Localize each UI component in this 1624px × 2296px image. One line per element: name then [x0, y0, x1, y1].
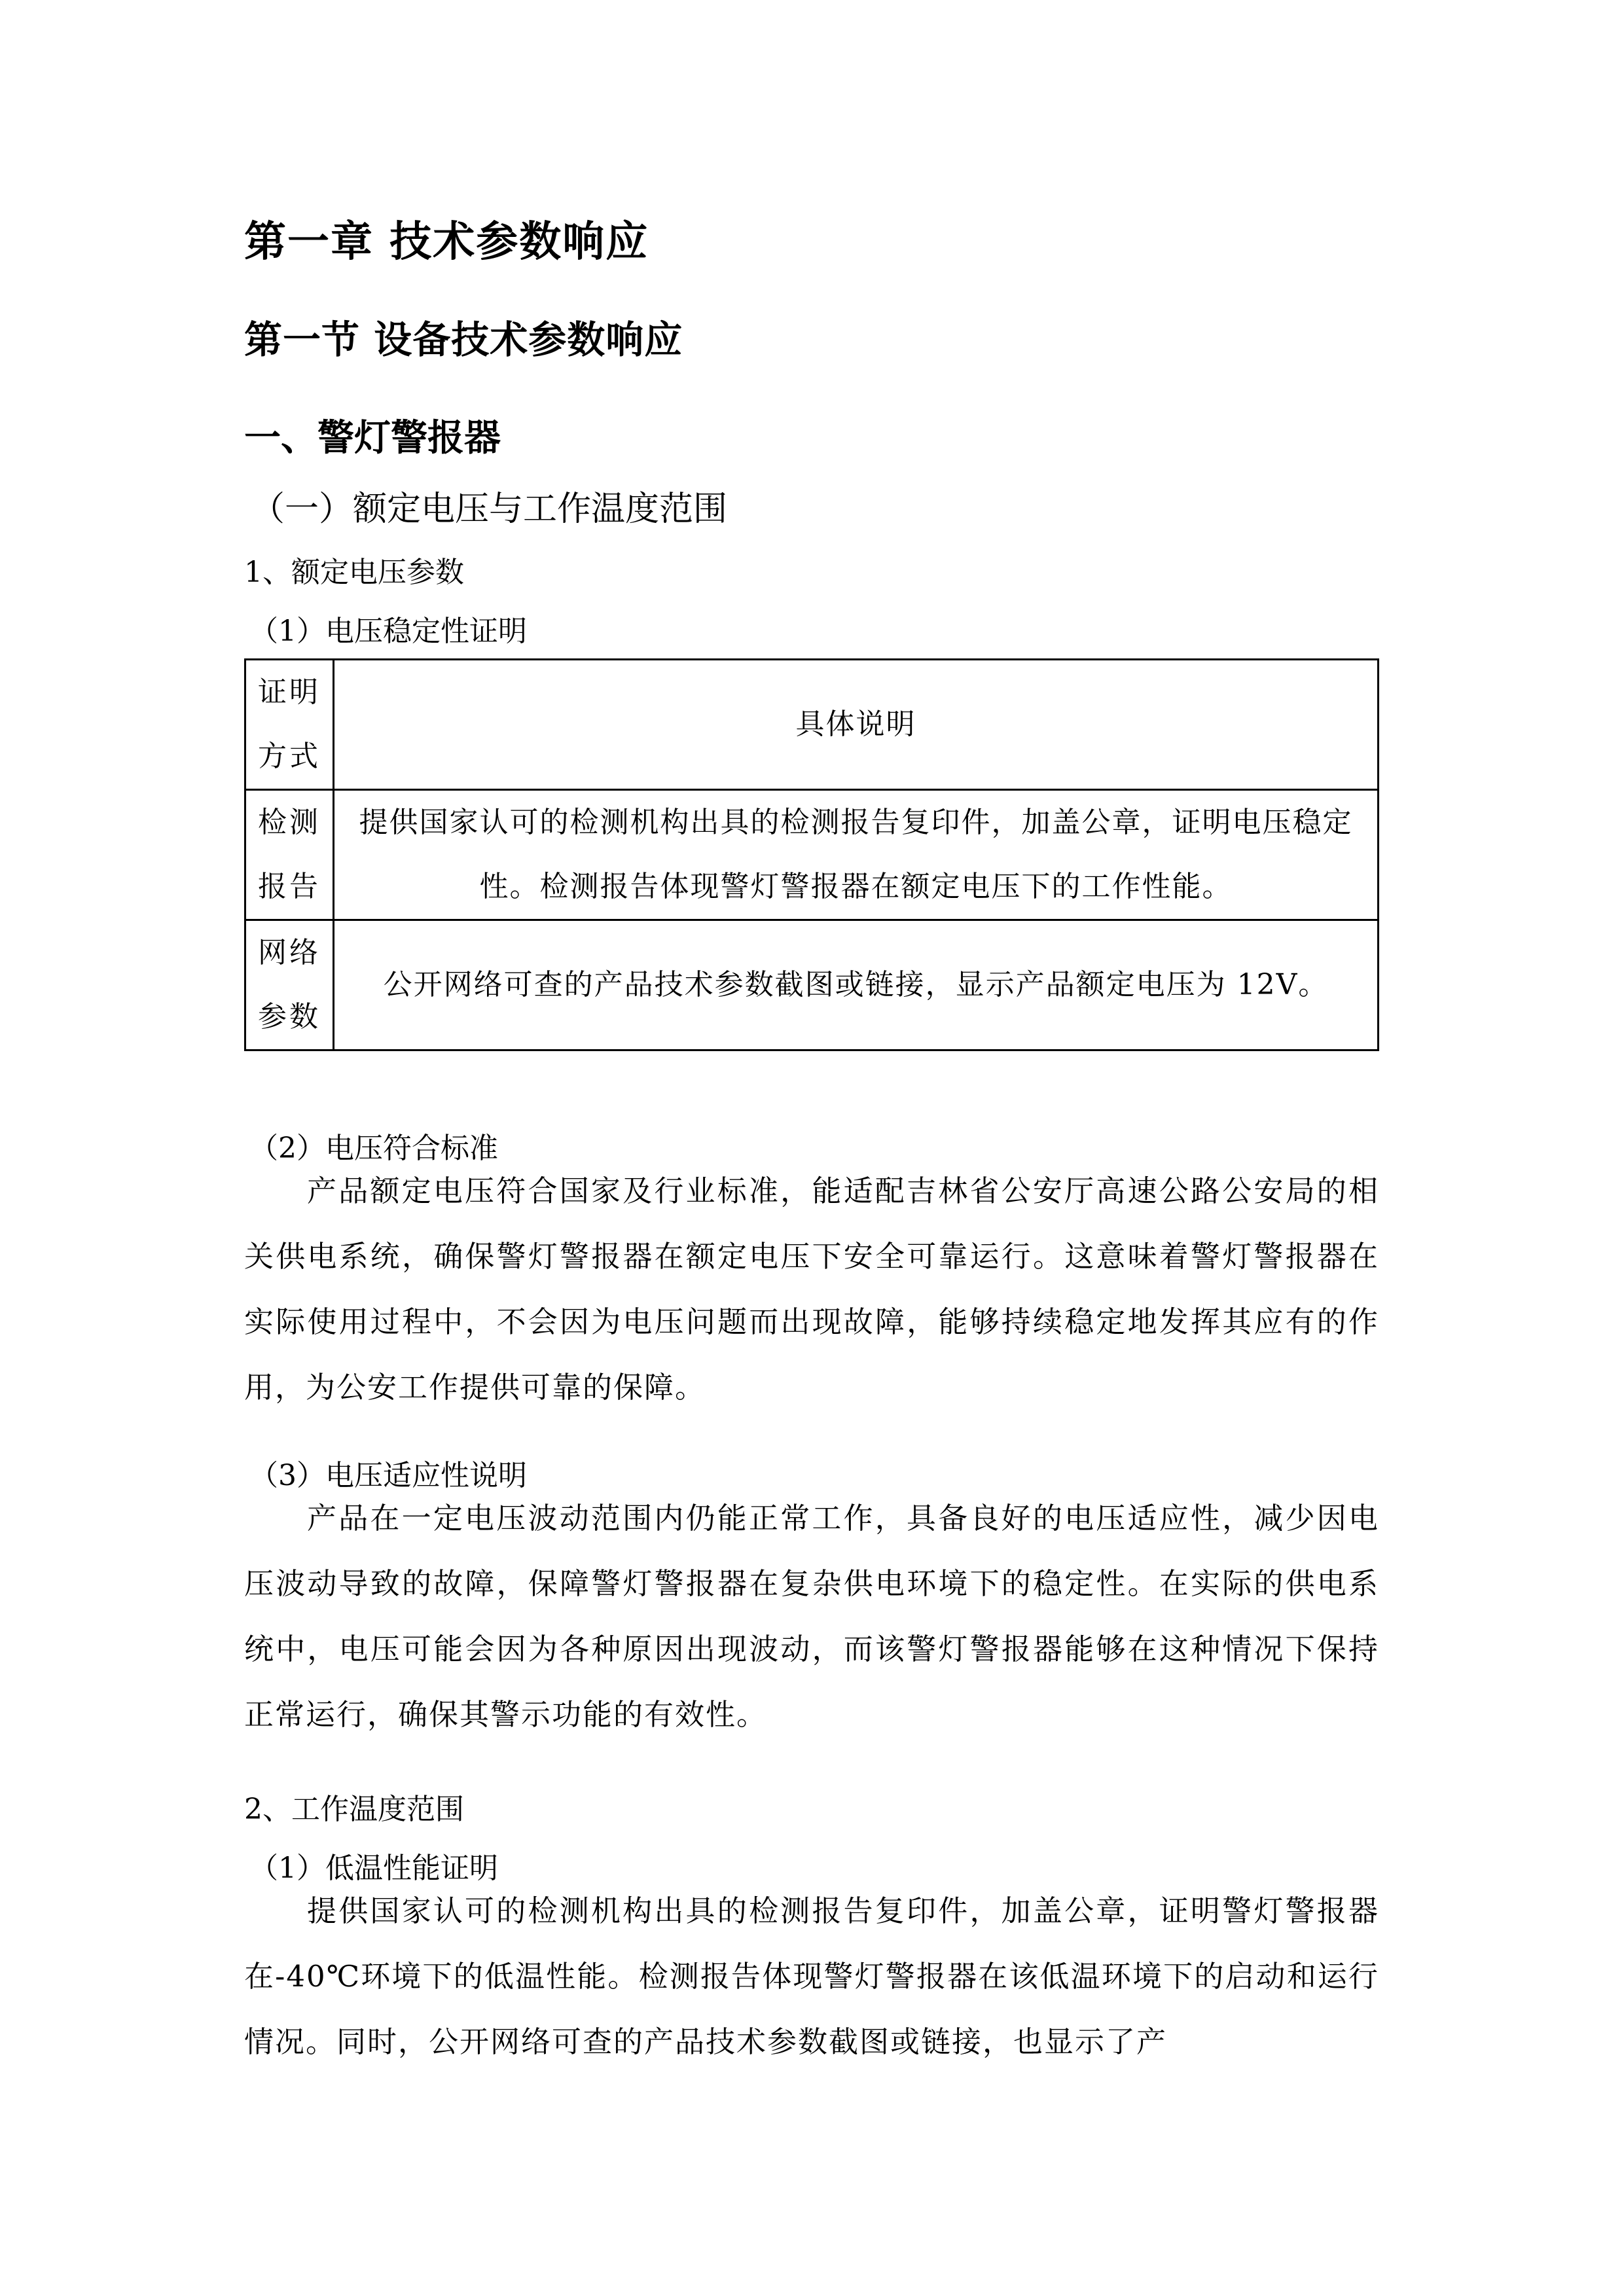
- paragraph-text: 产品在一定电压波动范围内仍能正常工作，具备良好的电压适应性，减少因电压波动导致的故障，保障警灯警报器在复杂供电环境下的稳定性。在实际的供电系统中，电压可能会因为各种原因出现波动，而该警灯警报器能够在这种情况下保持正常运行，确保其警示功能的有效性。: [244, 1501, 1379, 1732]
- table-cell-description: 公开网络可查的产品技术参数截图或链接，显示产品额定电压为 12V。: [334, 920, 1379, 1050]
- paragraph-text: 产品额定电压符合国家及行业标准，能适配吉林省公安厅高速公路公安局的相关供电系统，确保警灯警报器在额定电压下安全可靠运行。这意味着警灯警报器在实际使用过程中，不会因为电压问题而出现故障，能够持续稳定地发挥其应有的作用，为公安工作提供可靠的保障。: [244, 1174, 1379, 1405]
- table-header-row: [245, 660, 1379, 790]
- low-temp-heading: （1）低温性能证明: [249, 1852, 498, 1885]
- part2-title: 2、工作温度范围: [244, 1793, 464, 1826]
- paragraph-text: 提供国家认可的检测机构出具的检测报告复印件，加盖公章，证明警灯警报器在-40℃环境下的低温性能。检测报告体现警灯警报器在该低温环境下的启动和运行情况。同时，公开网络可查的产品技术参数截图或链接，也显示了产: [244, 1893, 1379, 2059]
- voltage-adaptability-heading: （3）电压适应性说明: [249, 1459, 527, 1492]
- voltage-standard-heading: （2）电压符合标准: [249, 1132, 498, 1165]
- table-header-method: 证明方式: [245, 660, 334, 790]
- low-temp-paragraph: [244, 1878, 1379, 2075]
- subsection-title: （一）额定电压与工作温度范围: [251, 490, 728, 529]
- voltage-stability-heading: （1）电压稳定性证明: [249, 615, 527, 648]
- voltage-adaptability-paragraph: [244, 1486, 1379, 1748]
- table-row: [245, 920, 1379, 1050]
- chapter-title: 第一章 技术参数响应: [244, 218, 649, 266]
- table-cell-method: 网络参数: [245, 920, 334, 1050]
- section-title: 第一节 设备技术参数响应: [244, 317, 683, 362]
- item-title: 一、警灯警报器: [244, 417, 501, 459]
- table-header-description: 具体说明: [334, 660, 1379, 790]
- part1-title: 1、额定电压参数: [244, 556, 464, 589]
- evidence-table: [244, 658, 1379, 1051]
- table-cell-method: 检测报告: [245, 790, 334, 920]
- voltage-standard-paragraph: [244, 1158, 1379, 1420]
- table-cell-description: 提供国家认可的检测机构出具的检测报告复印件，加盖公章，证明电压稳定性。检测报告体现警灯警报器在额定电压下的工作性能。: [334, 790, 1379, 920]
- table-row: [245, 790, 1379, 920]
